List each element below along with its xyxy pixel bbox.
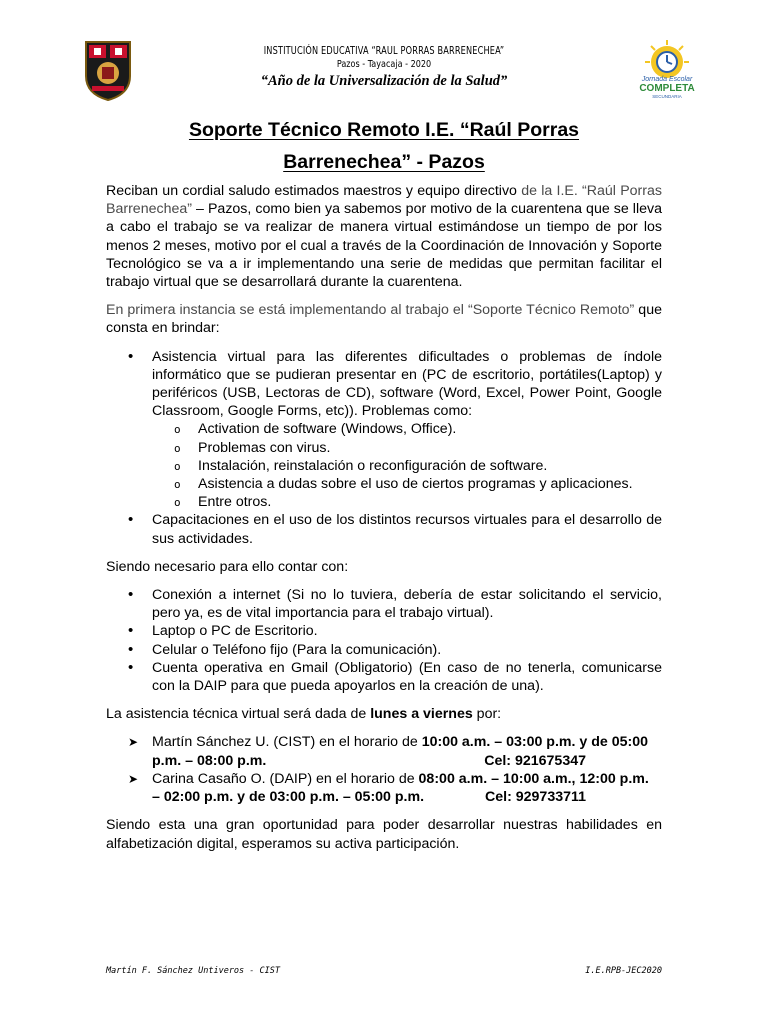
page-footer — [106, 966, 662, 976]
jornada-escolar-completa-logo — [632, 40, 702, 100]
sublist-item: o Problemas con virus. — [152, 439, 662, 457]
footer-code: I.E.RPB-JEC2020 — [585, 966, 662, 976]
svg-text:SECUNDARIA: SECUNDARIA — [652, 94, 682, 99]
intro-paragraph: Reciban un cordial saludo estimados maestros y equipo directivo de la I.E. “Raúl Porras Barrenechea” – Pazos, como bien ya sabemos por motivo de la cuarentena que se lleva a cabo el trabajo se va realizar de manera virtual estimándose un tiempo de por los menos 2 meses, motivo por el cual a través de la Coordinación de Innovación y Soporte Tecnológico se va a ir implementando una serie de medidas que permitan facilitar el trabajo virtual que se desarrollará durante la cuarentena. — [106, 183, 662, 291]
requirements-intro: Siendo necesario para ello contar con: — [106, 558, 349, 575]
footer-author: Martín F. Sánchez Untiveros - CIST — [106, 966, 280, 976]
problems-sublist — [152, 420, 662, 511]
document-title: Soporte Técnico Remoto I.E. “Raúl Porras Barrenechea” - Pazos — [188, 119, 580, 173]
phone-number: Cel: 929733711 — [485, 789, 586, 806]
list-item: • Laptop o PC de Escritorio. — [106, 622, 662, 640]
sublist-item: o Entre otros. — [152, 493, 662, 511]
requirements-list — [106, 586, 662, 695]
list-item: • Celular o Teléfono fijo (Para la comunicación). — [106, 641, 662, 659]
sublist-item: o Asistencia a dudas sobre el uso de ciertos programas y aplicaciones. — [152, 475, 662, 493]
sublist-item: o Instalación, reinstalación o reconfiguración de software. — [152, 457, 662, 475]
svg-text:Jornada Escolar: Jornada Escolar — [641, 76, 693, 83]
list-item: • Capacitaciones en el uso de los distintos recursos virtuales para el desarrollo de sus actividades. — [106, 511, 662, 547]
services-list — [106, 348, 662, 548]
year-motto: “Año de la Universalización de la Salud” — [260, 73, 508, 89]
institution-location: Pazos - Tayacaja - 2020 — [336, 59, 432, 70]
first-instance-paragraph: En primera instancia se está implementando al trabajo el “Soporte Técnico Remoto” que consta en brindar: — [106, 302, 662, 337]
contact-item: ➤ Carina Casaño O. (DAIP) en el horario de 08:00 a.m. – 10:00 a.m., 12:00 p.m. – 02:00 p.m. y de 03:00 p.m. – 05:00 p.m. Cel: 929733711 — [106, 770, 662, 806]
phone-number: Cel: 921675347 — [484, 752, 586, 769]
contacts-list — [106, 733, 662, 806]
document-body — [106, 182, 662, 863]
schedule-intro: La asistencia técnica virtual será dada de lunes a viernes por: — [106, 706, 502, 723]
letterhead — [0, 38, 768, 108]
list-item: • Cuenta operativa en Gmail (Obligatorio) (En caso de no tenerla, comunicarse con la DAIP para que pueda apoyarlos en la creación de una). — [106, 659, 662, 695]
svg-text:COMPLETA: COMPLETA — [639, 83, 695, 94]
closing-paragraph: Siendo esta una gran oportunidad para poder desarrollar nuestras habilidades en alfabetización digital, esperamos su activa participación. — [106, 817, 662, 852]
arrow-bullet-icon: ➤ — [128, 771, 139, 786]
contact-item: ➤ Martín Sánchez U. (CIST) en el horario de 10:00 a.m. – 03:00 p.m. y de 05:00 p.m. – 08:00 p.m. Cel: 921675347 — [106, 733, 662, 769]
arrow-bullet-icon: ➤ — [128, 735, 139, 750]
institution-name: INSTITUCIÓN EDUCATIVA “RAUL PORRAS BARRENECHEA” — [263, 45, 505, 57]
school-crest-logo — [84, 40, 132, 102]
list-item: • Conexión a internet (Si no lo tuviera, debería de estar solicitando el servicio, pero ya, es de vital importancia para el trabajo virtual). — [106, 586, 662, 622]
sublist-item: o Activation de software (Windows, Office). — [152, 420, 662, 438]
list-item: • Asistencia virtual para las diferentes dificultades o problemas de índole informático que se pudieran presentar en (PC de escritorio, portátiles(Laptop) y periféricos (USB, Lectoras de CD), software (Word, Excel, Power Point, Google Classroom, Google Forms, etc)). Problemas como: o Activation de software (Windows, Office). o Problemas con virus. o Instalación, reinstalación o reconfiguración de software. o Asistencia a dudas sobre el uso de ciertos programas y aplicaciones. o Entre otros. — [106, 348, 662, 512]
